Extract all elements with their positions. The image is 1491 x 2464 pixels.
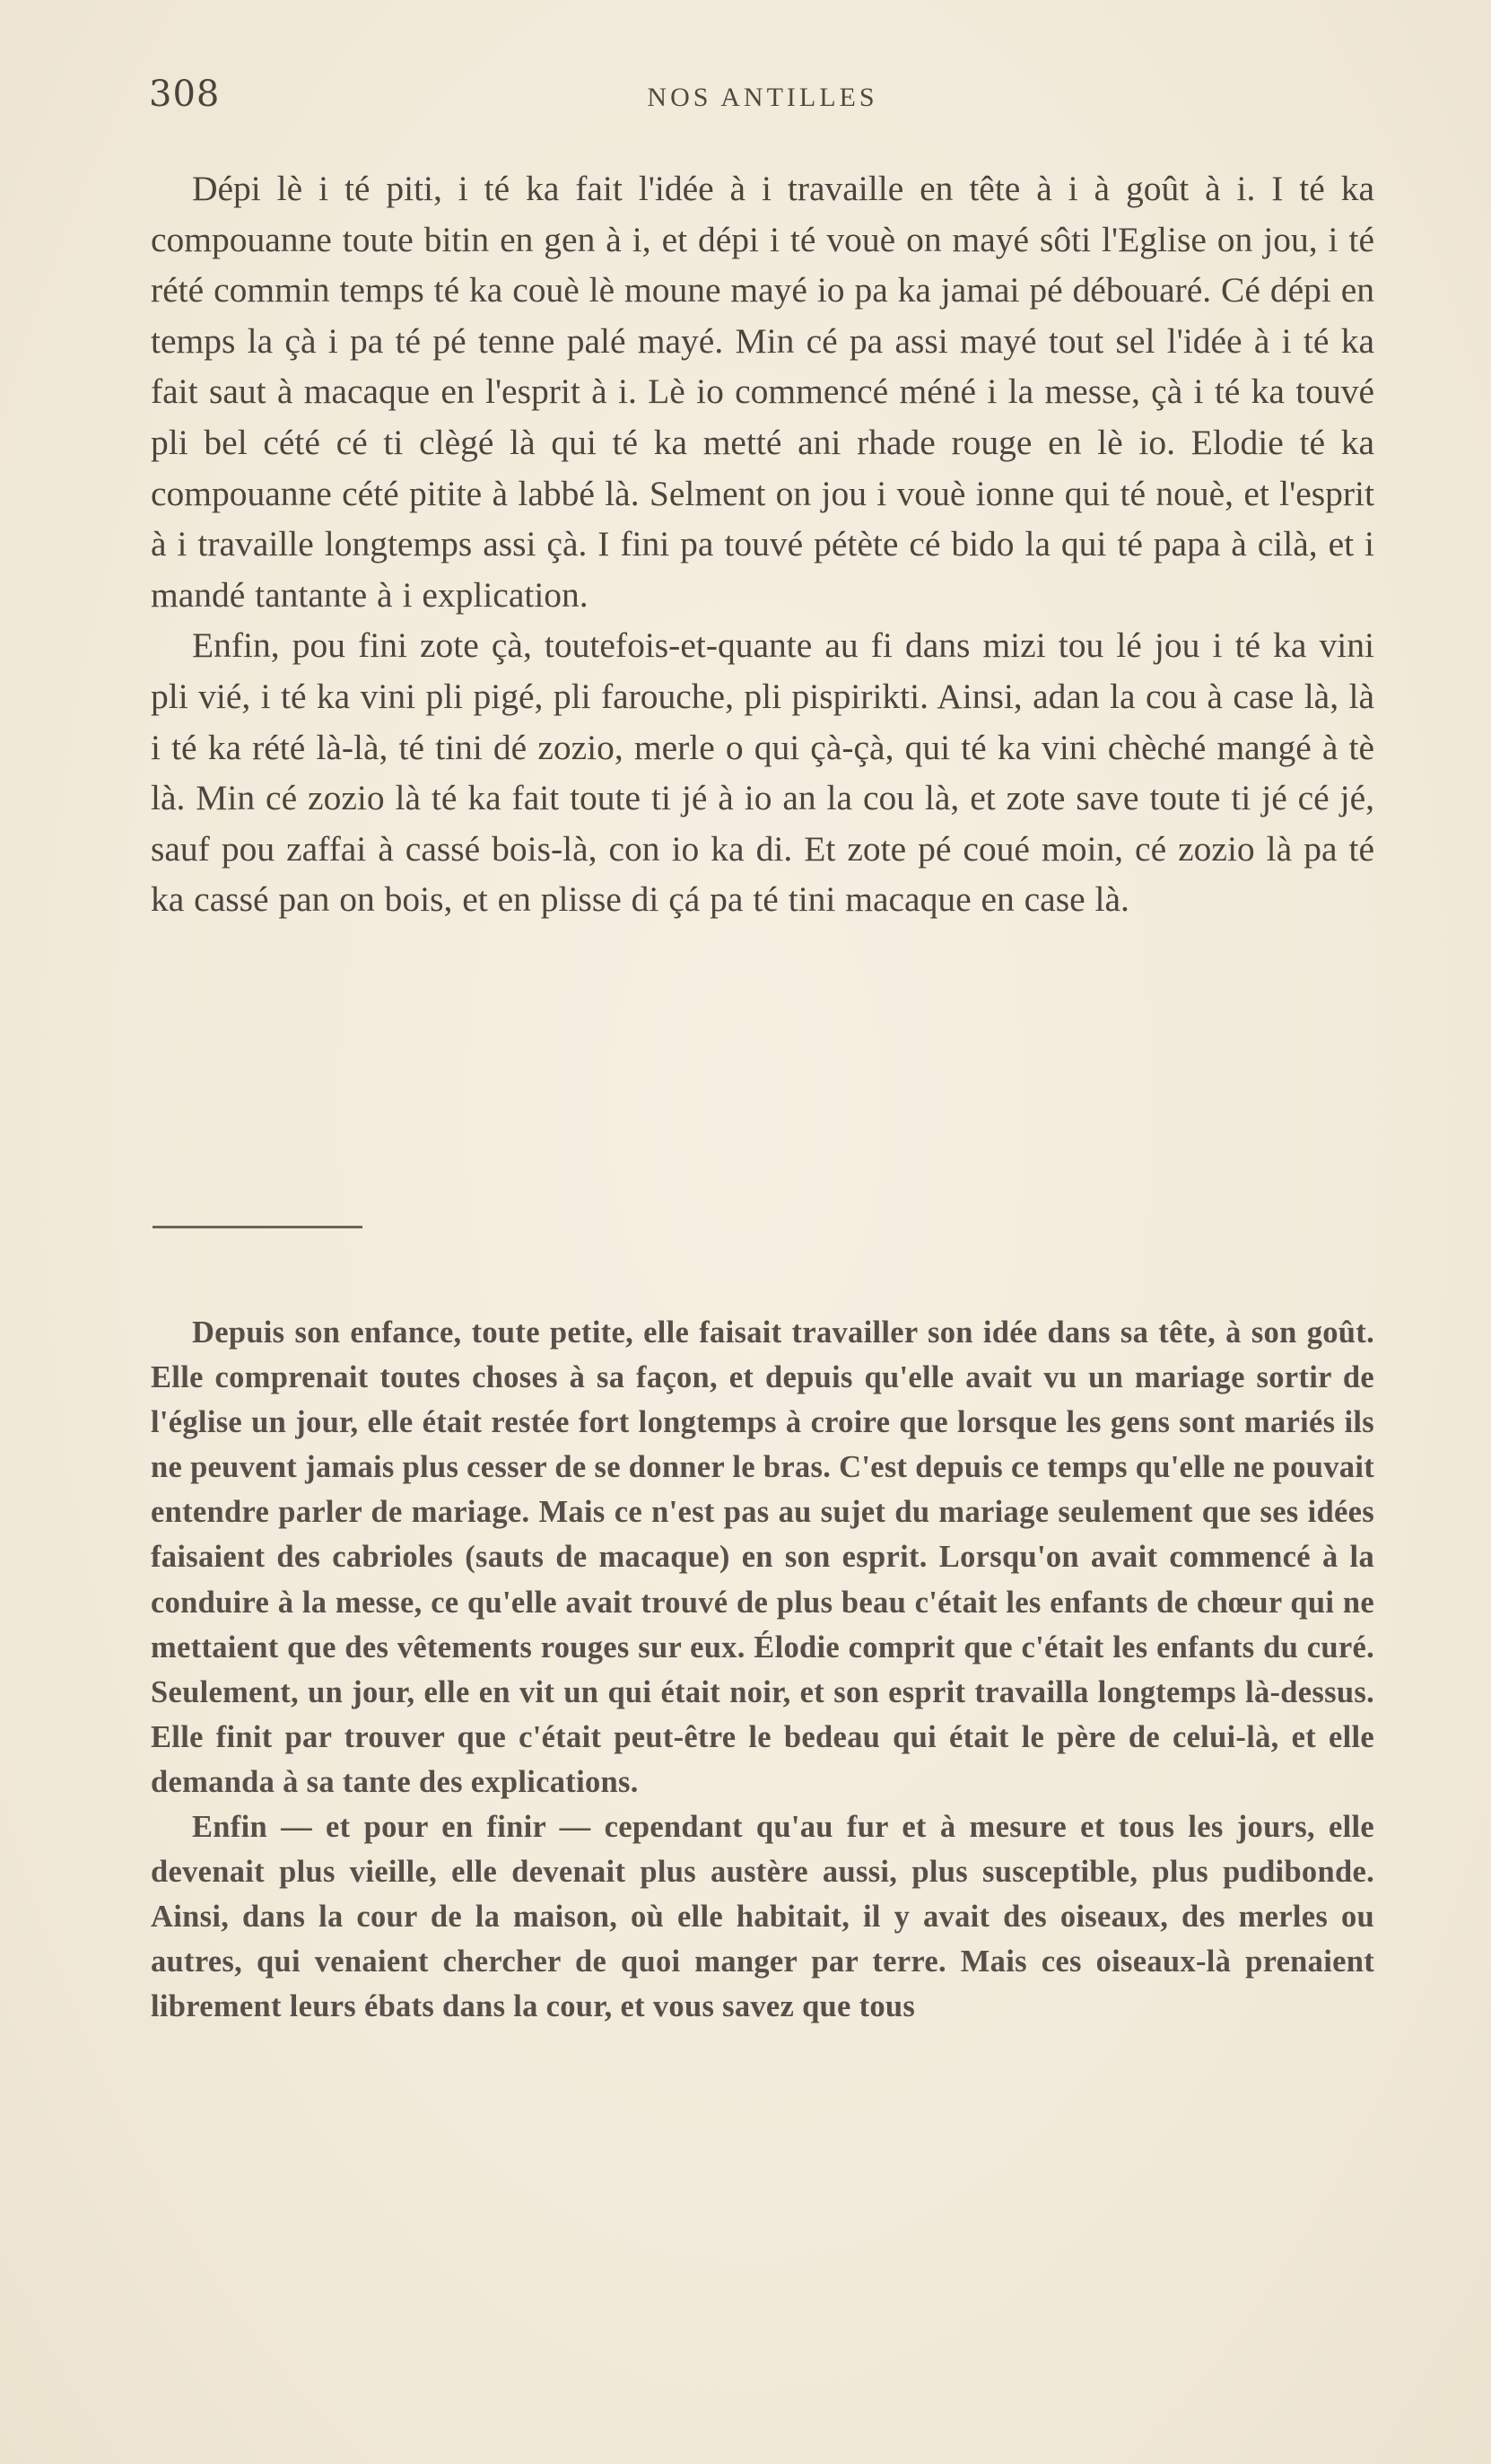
page-header: [149, 74, 1376, 127]
running-title: NOS ANTILLES: [647, 83, 878, 112]
creole-paragraph-2: Enfin, pou fini zote çà, toutefois-et-quante au fi dans mizi tou lé jou i té ka vini pli vié, i té ka vini pli pigé, pli farouche, pli pispirikti. Ainsi, adan la cou à case là, là i té ka rété là-là, té tini dé zozio, merle o qui çà-çà, qui té ka vini chèché mangé à tè là. Min cé zozio là té ka fait toute ti jé à io an la cou là, et zote save toute ti jé cé jé, sauf pou zaffai à cassé bois-là, con io ka di. Et zote pé coué moin, cé zozio là pa té ka cassé pan on bois, et en plisse di çá pa té tini macaque en case là.: [151, 625, 1374, 920]
page-number: 308: [149, 74, 221, 115]
creole-text-block: [151, 163, 1374, 925]
french-translation-block: [151, 1310, 1374, 2030]
translation-paragraph-1: Depuis son enfance, toute petite, elle faisait travailler son idée dans sa tête, à son goût. Elle comprenait toutes choses à sa façon, et depuis qu'elle avait vu un mariage sortir de l'église un jour, elle était restée fort longtemps à croire que lorsque les gens sont mariés ils ne peuvent jamais plus cesser de se donner le bras. C'est depuis ce temps qu'elle ne pouvait entendre parler de mariage. Mais ce n'est pas au sujet du mariage seulement que ses idées faisaient des cabrioles (sauts de macaque) en son esprit. Lorsqu'on avait commencé à la conduire à la messe, ce qu'elle avait trouvé de plus beau c'était les enfants de chœur qui ne mettaient que des vêtements rouges sur eux. Élodie comprit que c'était les enfants du curé. Seulement, un jour, elle en vit un qui était noir, et son esprit travailla longtemps là-dessus. Elle finit par trouver que c'était peut-être le bedeau qui était le père de celui-là, et elle demanda à sa tante des explications.: [151, 1315, 1374, 1799]
creole-paragraph-1: Dépi lè i té piti, i té ka fait l'idée à i travaille en tête à i à goût à i. I té ka compouanne toute bitin en gen à i, et dépi i té vouè on mayé sôti l'Eglise on jou, i té rété commin temps té ka couè lè moune mayé io pa ka jamai pé débouaré. Cé dépi en temps la çà i pa té pé tenne palé mayé. Min cé pa assi mayé tout sel l'idée à i té ka fait saut à macaque en l'esprit à i. Lè io commencé méné i la messe, çà i té ka touvé pli bel cété cé ti clègé là qui té ka metté ani rhade rouge en lè io. Elodie té ka compouanne cété pitite à labbé là. Selment on jou i vouè ionne qui té nouè, et l'esprit à i travaille longtemps assi çà. I fini pa touvé pétète cé bido la qui té papa à cilà, et i mandé tantante à i explication.: [151, 169, 1374, 615]
translation-paragraph-2: Enfin — et pour en finir — cependant qu'au fur et à mesure et tous les jours, elle devenait plus vieille, elle devenait plus austère aussi, plus susceptible, plus pudibonde. Ainsi, dans la cour de la maison, où elle habitait, il y avait des oiseaux, des merles ou autres, qui venaient chercher de quoi manger par terre. Mais ces oiseaux-là prenaient librement leurs ébats dans la cour, et vous savez que tous: [151, 1810, 1374, 2024]
footnote-divider: [153, 1226, 362, 1228]
